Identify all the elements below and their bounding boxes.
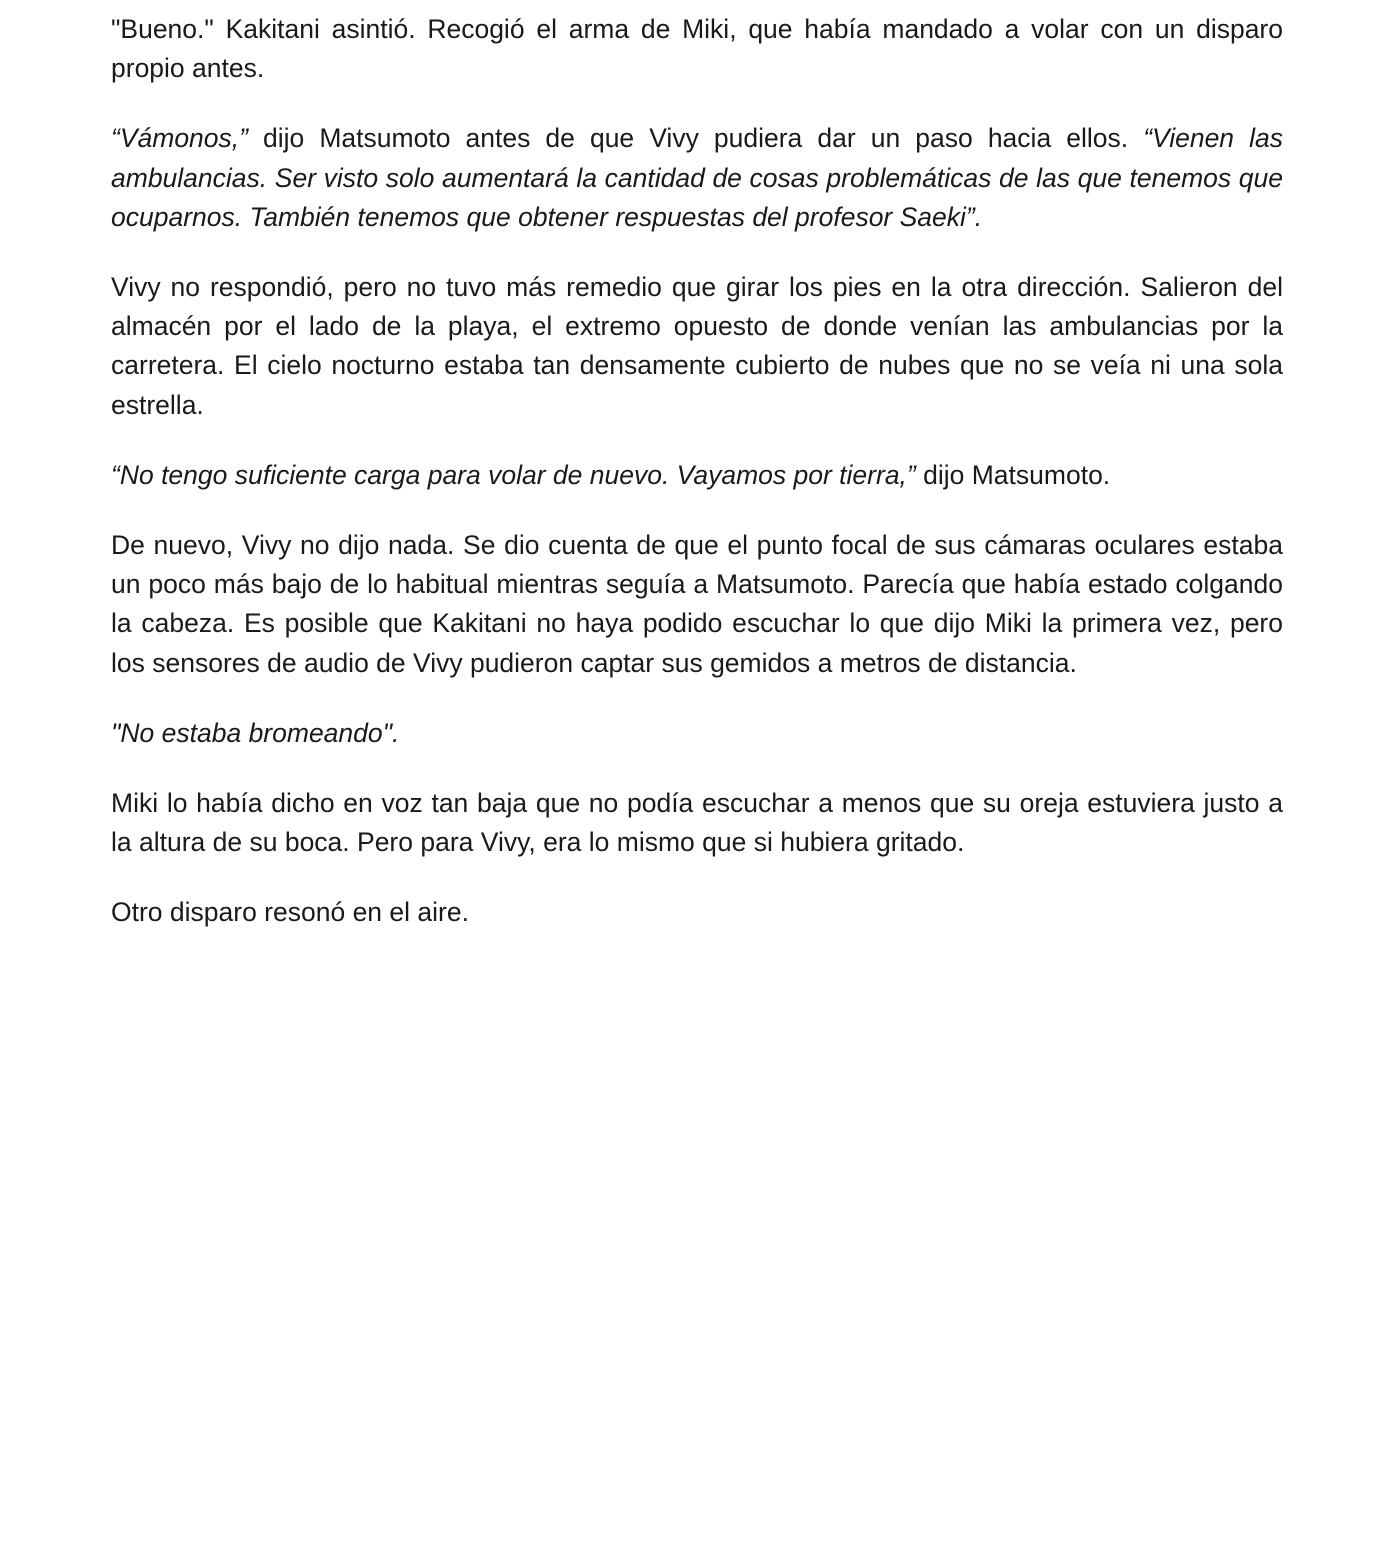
document-page — [111, 10, 1283, 964]
text-run: dijo Matsumoto antes de que Vivy pudiera dar un paso hacia ellos. — [247, 123, 1144, 154]
text-run: dijo Matsumoto. — [915, 459, 1111, 490]
text-run: De nuevo, Vivy no dijo nada. Se dio cuenta de que el punto focal de sus cámaras oculares estaba un poco más bajo de lo habitual mientras seguía a Matsumoto. Parecía que había estado colgando la cabeza. Es posible que Kakitani no haya podido escuchar lo que dijo Miki la primera vez, pero los sensores de audio de Vivy pudieron captar sus gemidos a metros de distancia. — [111, 530, 1283, 678]
paragraph-3 — [111, 268, 1283, 425]
text-run: "Bueno." Kakitani asintió. Recogió el arma de Miki, que había mandado a volar con un disparo propio antes. — [111, 14, 1283, 84]
text-run-italic: "No estaba bromeando". — [111, 717, 400, 748]
text-run-italic: “No tengo suficiente carga para volar de nuevo. Vayamos por tierra,” — [111, 459, 916, 490]
paragraph-1 — [111, 10, 1283, 88]
paragraph-4 — [111, 456, 1283, 495]
text-run-italic: “Vámonos,” — [111, 123, 248, 154]
text-run: Miki lo había dicho en voz tan baja que no podía escuchar a menos que su oreja estuviera justo a la altura de su boca. Pero para Vivy, era lo mismo que si hubiera gritado. — [111, 788, 1283, 858]
paragraph-5 — [111, 526, 1283, 683]
paragraph-6 — [111, 714, 1283, 753]
text-run-italic: “Vienen las ambulancias. Ser visto solo aumentará la cantidad de cosas problemáticas de las que tenemos que ocuparnos. También tenemos que obtener respuestas del profesor Saeki”. — [111, 123, 1283, 232]
paragraph-7 — [111, 784, 1283, 862]
text-run: Otro disparo resonó en el aire. — [111, 897, 469, 928]
paragraph-2 — [111, 119, 1283, 237]
text-run: Vivy no respondió, pero no tuvo más remedio que girar los pies en la otra dirección. Salieron del almacén por el lado de la playa, el extremo opuesto de donde venían las ambulancias por la carretera. El cielo nocturno estaba tan densamente cubierto de nubes que no se veía ni una sola estrella. — [111, 272, 1283, 420]
paragraph-8 — [111, 893, 1283, 932]
